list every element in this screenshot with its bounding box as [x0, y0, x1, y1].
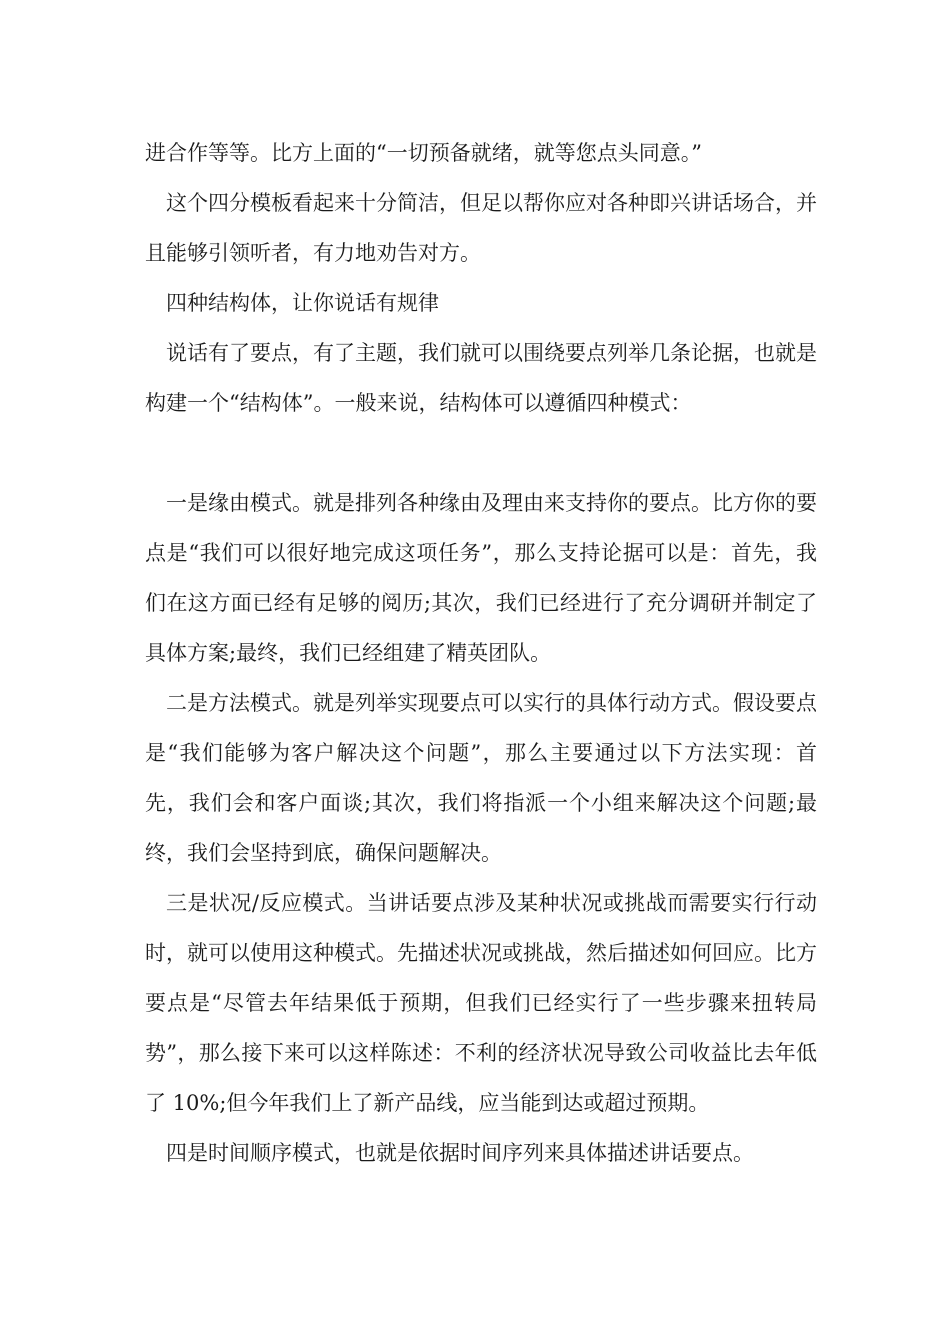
paragraph-template-summary: 这个四分模板看起来十分简洁，但足以帮你应对各种即兴讲话场合，并且能够引领听者，有力地劝告对方。 — [145, 191, 817, 265]
blank-line — [145, 428, 817, 478]
paragraph-situation-mode: 三是状况/反应模式。当讲话要点涉及某种状况或挑战而需要实行行动时，就可以使用这种模式。先描述状况或挑战，然后描述如何回应。比方要点是“尽管去年结果低于预期，但我们已经实行了一些步骤来扭转局势”，那么接下来可以这样陈述：不利的经济状况导致公司收益比去年低了 10%;但今年我们上了新产品线，应当能到达或超过预期。 — [145, 891, 817, 1115]
paragraph-method-mode: 二是方法模式。就是列举实现要点可以实行的具体行动方式。假设要点是“我们能够为客户解决这个问题”，那么主要通过以下方法实现：首先，我们会和客户面谈;其次，我们将指派一个小组来解决这个问题;最终，我们会坚持到底，确保问题解决。 — [145, 691, 817, 865]
paragraph-reason-mode: 一是缘由模式。就是排列各种缘由及理由来支持你的要点。比方你的要点是“我们可以很好地完成这项任务”，那么支持论据可以是：首先，我们在这方面已经有足够的阅历;其次，我们已经进行了充分调研并制定了具体方案;最终，我们已经组建了精英团队。 — [145, 491, 817, 665]
paragraph-structure-intro: 说话有了要点，有了主题，我们就可以围绕要点列举几条论据，也就是构建一个“结构体”。一般来说，结构体可以遵循四种模式： — [145, 341, 817, 415]
section-heading: 四种结构体，让你说话有规律 — [166, 291, 439, 315]
document-body — [145, 128, 817, 1178]
paragraph-continuation: 进合作等等。比方上面的“一切预备就绪，就等您点头同意。” — [145, 141, 702, 165]
paragraph-time-mode: 四是时间顺序模式，也就是依据时间序列来具体描述讲话要点。 — [166, 1141, 754, 1165]
